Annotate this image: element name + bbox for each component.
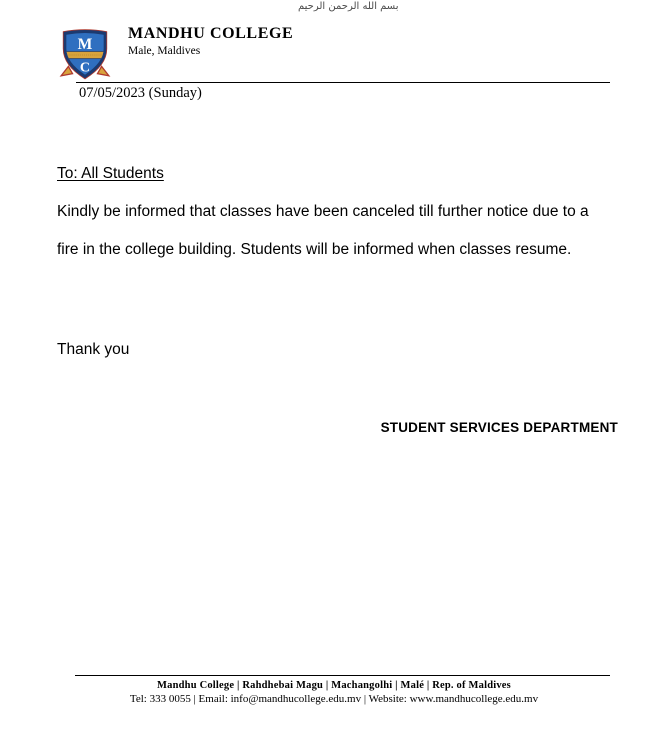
footer-address-line: Mandhu College | Rahdhebai Magu | Machangolhi | Malé | Rep. of Maldives — [157, 680, 511, 691]
footer-contact-line: Tel: 333 0055 | Email: info@mandhucollege.edu.mv | Website: www.mandhucollege.edu.mv — [129, 693, 539, 705]
college-location: Male, Maldives — [128, 45, 201, 57]
college-crest-logo — [59, 27, 111, 82]
shield-crest-icon — [59, 27, 111, 82]
college-name: MANDHU COLLEGE — [128, 25, 294, 42]
body-text-line-1: Kindly be informed that classes have been canceled till further notice due to a — [57, 203, 589, 220]
body-text-line-2: fire in the college building. Students will be informed when classes resume. — [57, 241, 572, 258]
crest-letter-m: M — [77, 35, 93, 53]
header-rule — [76, 82, 610, 83]
closing-line: Thank you — [57, 341, 130, 358]
bismillah-calligraphy: بسم الله الرحمن الرحيم — [298, 1, 399, 12]
date-line: 07/05/2023 (Sunday) — [79, 85, 202, 101]
recipient-line: To: All Students — [57, 165, 164, 182]
crest-letter-c: C — [79, 60, 91, 76]
footer-rule — [75, 675, 610, 676]
signature-department: STUDENT SERVICES DEPARTMENT — [380, 420, 618, 435]
